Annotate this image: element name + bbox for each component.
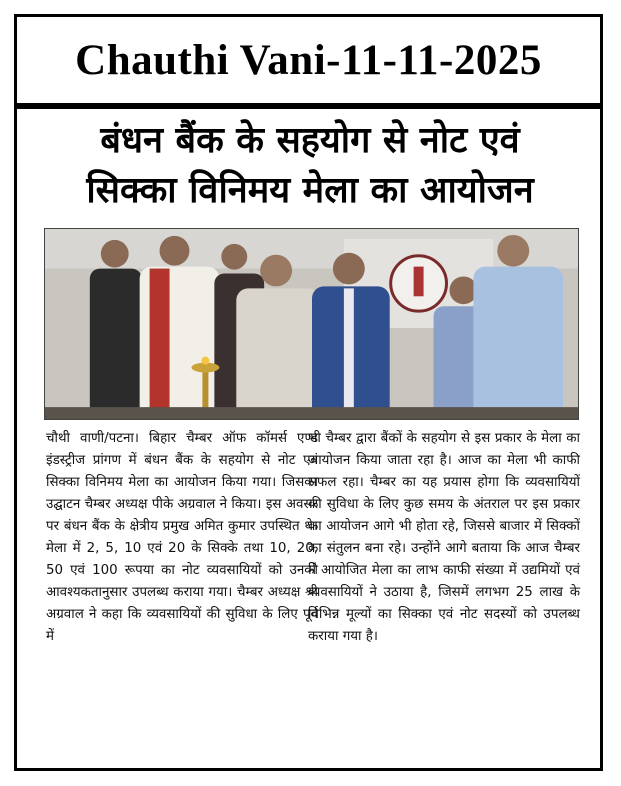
event-photo-illustration [45, 229, 578, 419]
article-column-1: चौथी वाणी/पटना। बिहार चैम्बर ऑफ कॉमर्स एण्ड इंडस्ट्रीज प्रांगण में बंधन बैंक के सहयोग से नोट एवं सिक्का विनिमय मेला का आयोजन किया गया। जिसका उद्घाटन चैम्बर अध्यक्ष पीके अग्रवाल ने किया। इस अवसर पर बंधन बैंक के क्षेत्रीय प्रमुख अमित कुमार उपस्थित थे। मेला में 2, 5, 10 एवं 20 के सिक्के तथा 10, 20, 50 एवं 100 रूपया का नोट व्यवसायियों को उनकी आवश्यकतानुसार उपलब्ध कराया गया। चैम्बर अध्यक्ष श्री अग्रवाल ने कहा कि व्यवसायियों की सुविधा के लिए पूर्व में [46, 431, 318, 644]
article-column-2: भी चैम्बर द्वारा बैंकों के सहयोग से इस प्रकार के मेला का आयोजन किया जाता रहा है। आज का मेला भी काफी सफल रहा। चैम्बर का यह प्रयास होगा कि व्यवसायियों की सुविधा के लिए कुछ समय के अंतराल पर इस प्रकार का आयोजन आगे भी होता रहे, जिससे बाजार में सिक्कों का संतुलन बना रहे। उन्होंने आगे बताया कि आज चैम्बर में आयोजित मेला का लाभ काफी संख्या में उद्यमियों एवं व्यवसायियों ने उठाया है, जिसमें लगभग 25 लाख के विभिन्न मूल्यों का सिक्का एवं नोट सदस्यों को उपलब्ध कराया गया है। [308, 431, 580, 644]
article-headline [30, 116, 590, 216]
news-photo [44, 228, 579, 420]
headline-line-2: सिक्का विनिमय मेला का आयोजन [86, 170, 534, 211]
masthead-title: Chauthi Vani-11-11-2025 [75, 36, 542, 84]
headline-line-1: बंधन बैंक के सहयोग से नोट एवं [100, 120, 520, 161]
masthead-box [14, 14, 603, 109]
